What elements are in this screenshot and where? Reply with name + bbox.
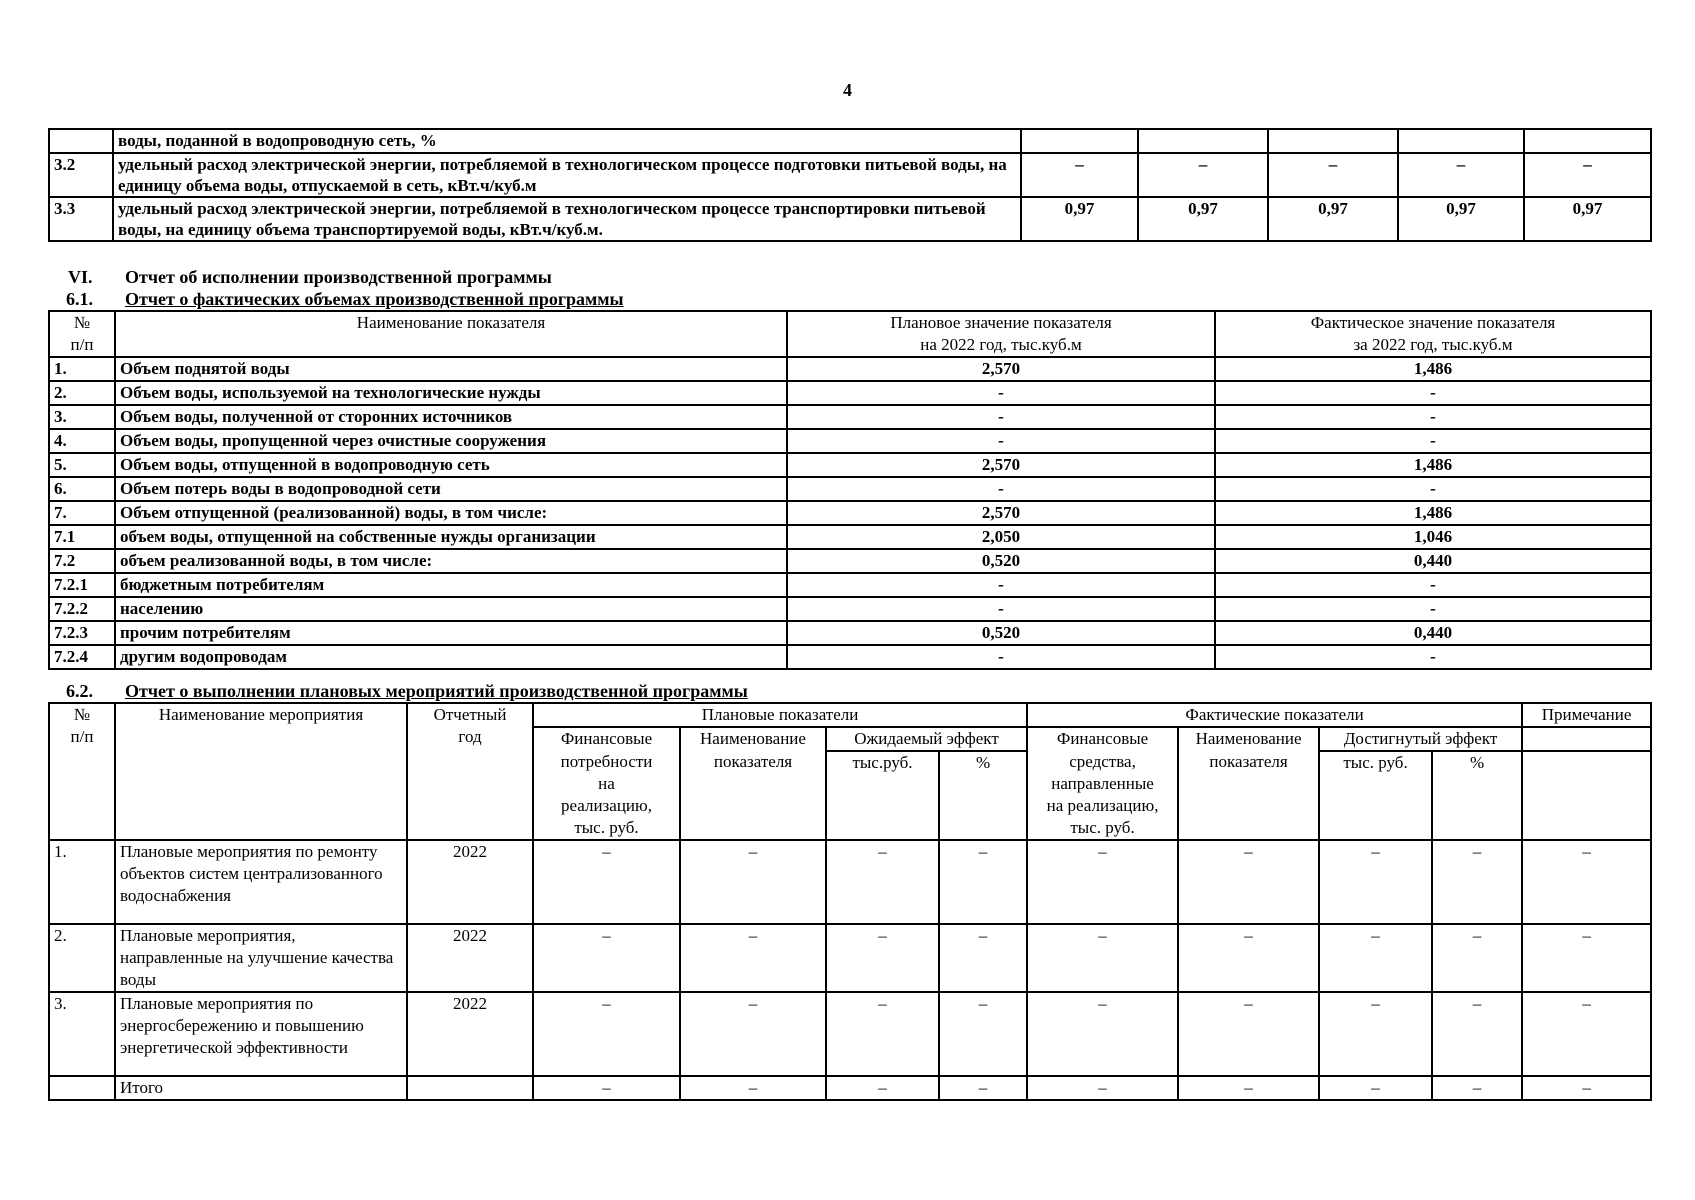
header-name: Наименование показателя — [115, 311, 787, 357]
row-plan-value: - — [787, 573, 1215, 597]
section-6-1-heading — [66, 288, 624, 310]
row-plan-value: 0,520 — [787, 621, 1215, 645]
table-row — [49, 840, 1651, 924]
row-number: 2. — [49, 924, 115, 992]
row-value: – — [533, 1076, 680, 1100]
table-row — [49, 477, 1651, 501]
row-value: – — [1522, 840, 1651, 924]
row-name: Плановые мероприятия, направленные на улучшение качества воды — [115, 924, 407, 992]
row-fact-value: - — [1215, 573, 1651, 597]
table-row — [49, 501, 1651, 525]
row-name: Объем отпущенной (реализованной) воды, в том числе: — [115, 501, 787, 525]
row-value: – — [1027, 840, 1178, 924]
row-value: 0,97 — [1138, 197, 1268, 241]
table-row — [49, 405, 1651, 429]
header-fact-ind: показателя — [1178, 751, 1319, 840]
row-value — [1021, 129, 1138, 153]
row-value: – — [1178, 924, 1319, 992]
row-value: 0,97 — [1524, 197, 1651, 241]
table-row — [49, 197, 1651, 241]
row-value: – — [939, 992, 1027, 1076]
row-value: – — [1021, 153, 1138, 197]
row-value: 0,97 — [1268, 197, 1398, 241]
header-plan-effect: Ожидаемый эффект — [826, 727, 1027, 751]
row-value: – — [939, 924, 1027, 992]
table-row — [49, 525, 1651, 549]
planned-measures-table — [48, 702, 1652, 1101]
row-value: – — [1432, 924, 1522, 992]
row-fact-value: - — [1215, 645, 1651, 669]
row-number: 3.3 — [49, 197, 113, 241]
section-title: Отчет о выполнении плановых мероприятий производственной программы — [125, 681, 748, 701]
row-name: другим водопроводам — [115, 645, 787, 669]
header-name: Наименование мероприятия — [115, 703, 407, 840]
table-row — [49, 597, 1651, 621]
row-value: – — [826, 840, 939, 924]
row-value: – — [1398, 153, 1524, 197]
row-value: – — [1138, 153, 1268, 197]
row-fact-value: - — [1215, 381, 1651, 405]
row-value: – — [826, 1076, 939, 1100]
row-value: – — [1027, 924, 1178, 992]
row-fact-value: 1,486 — [1215, 501, 1651, 525]
table-row — [49, 645, 1651, 669]
row-value — [1398, 129, 1524, 153]
section-title: Отчет об исполнении производственной программы — [125, 267, 552, 287]
row-value: – — [1027, 992, 1178, 1076]
row-name: объем воды, отпущенной на собственные нужды организации — [115, 525, 787, 549]
row-number: 1. — [49, 840, 115, 924]
row-number: 4. — [49, 429, 115, 453]
row-name: прочим потребителям — [115, 621, 787, 645]
row-plan-value: - — [787, 429, 1215, 453]
row-value: 0,97 — [1021, 197, 1138, 241]
header-fact-fin: средства, направленные на реализацию, тыс. руб. — [1027, 751, 1178, 840]
row-number: 3.2 — [49, 153, 113, 197]
row-value: – — [533, 840, 680, 924]
row-year — [407, 1076, 533, 1100]
header-note-spacer — [1522, 727, 1651, 751]
row-value: – — [1432, 992, 1522, 1076]
header-year: Отчетный год — [407, 703, 533, 840]
header-fact-group: Фактические показатели — [1027, 703, 1522, 727]
table-header-row — [49, 311, 1651, 357]
table-row — [49, 1076, 1651, 1100]
table-row — [49, 357, 1651, 381]
row-value: – — [1319, 840, 1432, 924]
row-value: – — [533, 924, 680, 992]
header-plan-eff-pct: % — [939, 751, 1027, 840]
row-value: – — [680, 992, 826, 1076]
row-value: – — [1178, 992, 1319, 1076]
row-name: Объем воды, используемой на технологические нужды — [115, 381, 787, 405]
row-plan-value: - — [787, 405, 1215, 429]
section-6-2-heading — [66, 680, 748, 702]
row-fact-value: 1,486 — [1215, 453, 1651, 477]
row-fact-value: - — [1215, 429, 1651, 453]
row-value: – — [1319, 992, 1432, 1076]
header-note-spacer — [1522, 751, 1651, 840]
section-number: VI. — [68, 267, 93, 287]
row-value: – — [1522, 992, 1651, 1076]
row-value — [1524, 129, 1651, 153]
section-number: 6.2. — [66, 681, 93, 701]
row-name: объем реализованной воды, в том числе: — [115, 549, 787, 573]
row-value: – — [680, 924, 826, 992]
header-plan-fin: потребности на реализацию, тыс. руб. — [533, 751, 680, 840]
header-plan-eff-rub: тыс.руб. — [826, 751, 939, 840]
row-year: 2022 — [407, 840, 533, 924]
section-number: 6.1. — [66, 289, 93, 309]
row-fact-value: 1,486 — [1215, 357, 1651, 381]
section-6-heading — [68, 266, 552, 288]
row-fact-value: 1,046 — [1215, 525, 1651, 549]
row-name: Объем воды, отпущенной в водопроводную сеть — [115, 453, 787, 477]
row-name: Плановые мероприятия по энергосбережению и повышению энергетической эффективности — [115, 992, 407, 1076]
header-plan-ind: показателя — [680, 751, 826, 840]
row-name: удельный расход электрической энергии, потребляемой в технологическом процессе подготовки питьевой воды, на единицу объема воды, отпускаемой в сеть, кВт.ч/куб.м — [113, 153, 1021, 197]
row-value: – — [680, 1076, 826, 1100]
header-number: № п/п — [49, 703, 115, 840]
header-plan: Плановое значение показателя на 2022 год, тыс.куб.м — [787, 311, 1215, 357]
indicators-table-continuation — [48, 128, 1652, 242]
row-plan-value: - — [787, 477, 1215, 501]
row-value: – — [1178, 840, 1319, 924]
row-name: Объем воды, пропущенной через очистные сооружения — [115, 429, 787, 453]
row-name: Объем воды, полученной от сторонних источников — [115, 405, 787, 429]
row-plan-value: 2,050 — [787, 525, 1215, 549]
table-row — [49, 621, 1651, 645]
row-plan-value: 0,520 — [787, 549, 1215, 573]
header-fact-ind-top: Наименование — [1178, 727, 1319, 751]
row-name: Плановые мероприятия по ремонту объектов систем централизованного водоснабжения — [115, 840, 407, 924]
row-name: бюджетным потребителям — [115, 573, 787, 597]
row-name: Объем потерь воды в водопроводной сети — [115, 477, 787, 501]
row-value: – — [1432, 1076, 1522, 1100]
header-note: Примечание — [1522, 703, 1651, 727]
table-row — [49, 429, 1651, 453]
table-row — [49, 153, 1651, 197]
row-value: – — [826, 992, 939, 1076]
row-plan-value: - — [787, 645, 1215, 669]
row-name: удельный расход электрической энергии, потребляемой в технологическом процессе транспортировки питьевой воды, на единицу объема транспортируемой воды, кВт.ч/куб.м. — [113, 197, 1021, 241]
row-value: – — [1432, 840, 1522, 924]
row-value: – — [680, 840, 826, 924]
row-plan-value: 2,570 — [787, 453, 1215, 477]
header-fact-eff-pct: % — [1432, 751, 1522, 840]
row-number: 7.1 — [49, 525, 115, 549]
row-value — [1268, 129, 1398, 153]
section-title: Отчет о фактических объемах производственной программы — [125, 289, 624, 309]
row-value: – — [1178, 1076, 1319, 1100]
header-plan-ind-top: Наименование — [680, 727, 826, 751]
row-number: 3. — [49, 992, 115, 1076]
row-value: – — [1027, 1076, 1178, 1100]
header-number: № п/п — [49, 311, 115, 357]
row-value: – — [1319, 924, 1432, 992]
row-fact-value: - — [1215, 405, 1651, 429]
row-name: Объем поднятой воды — [115, 357, 787, 381]
table-row — [49, 549, 1651, 573]
row-fact-value: - — [1215, 477, 1651, 501]
row-value: – — [1524, 153, 1651, 197]
table-row — [49, 129, 1651, 153]
row-year: 2022 — [407, 992, 533, 1076]
header-plan-fin-top: Финансовые — [533, 727, 680, 751]
row-number: 7.2.2 — [49, 597, 115, 621]
row-value: 0,97 — [1398, 197, 1524, 241]
row-plan-value: 2,570 — [787, 501, 1215, 525]
header-fact: Фактическое значение показателя за 2022 год, тыс.куб.м — [1215, 311, 1651, 357]
row-name: Итого — [115, 1076, 407, 1100]
row-number: 3. — [49, 405, 115, 429]
row-fact-value: - — [1215, 597, 1651, 621]
row-fact-value: 0,440 — [1215, 549, 1651, 573]
row-number: 7.2 — [49, 549, 115, 573]
production-volumes-table — [48, 310, 1652, 670]
row-number: 7.2.1 — [49, 573, 115, 597]
row-fact-value: 0,440 — [1215, 621, 1651, 645]
header-fact-fin-top: Финансовые — [1027, 727, 1178, 751]
row-value: – — [1522, 1076, 1651, 1100]
row-value: – — [1268, 153, 1398, 197]
row-name: воды, поданной в водопроводную сеть, % — [113, 129, 1021, 153]
header-fact-effect: Достигнутый эффект — [1319, 727, 1522, 751]
row-value: – — [1522, 924, 1651, 992]
row-number: 2. — [49, 381, 115, 405]
row-value: – — [939, 1076, 1027, 1100]
row-value — [1138, 129, 1268, 153]
header-fact-eff-rub: тыс. руб. — [1319, 751, 1432, 840]
row-number — [49, 1076, 115, 1100]
page-number: 4 — [843, 80, 852, 100]
table-row — [49, 381, 1651, 405]
row-number: 7. — [49, 501, 115, 525]
table-row — [49, 992, 1651, 1076]
table-header-row — [49, 703, 1651, 727]
header-plan-group: Плановые показатели — [533, 703, 1027, 727]
table-row — [49, 453, 1651, 477]
row-number: 7.2.3 — [49, 621, 115, 645]
row-number: 1. — [49, 357, 115, 381]
row-year: 2022 — [407, 924, 533, 992]
row-value: – — [1319, 1076, 1432, 1100]
row-number: 6. — [49, 477, 115, 501]
row-plan-value: - — [787, 381, 1215, 405]
row-number: 7.2.4 — [49, 645, 115, 669]
row-value: – — [826, 924, 939, 992]
table-row — [49, 573, 1651, 597]
row-plan-value: 2,570 — [787, 357, 1215, 381]
row-plan-value: - — [787, 597, 1215, 621]
row-value: – — [939, 840, 1027, 924]
row-number — [49, 129, 113, 153]
row-number: 5. — [49, 453, 115, 477]
row-name: населению — [115, 597, 787, 621]
table-row — [49, 924, 1651, 992]
row-value: – — [533, 992, 680, 1076]
